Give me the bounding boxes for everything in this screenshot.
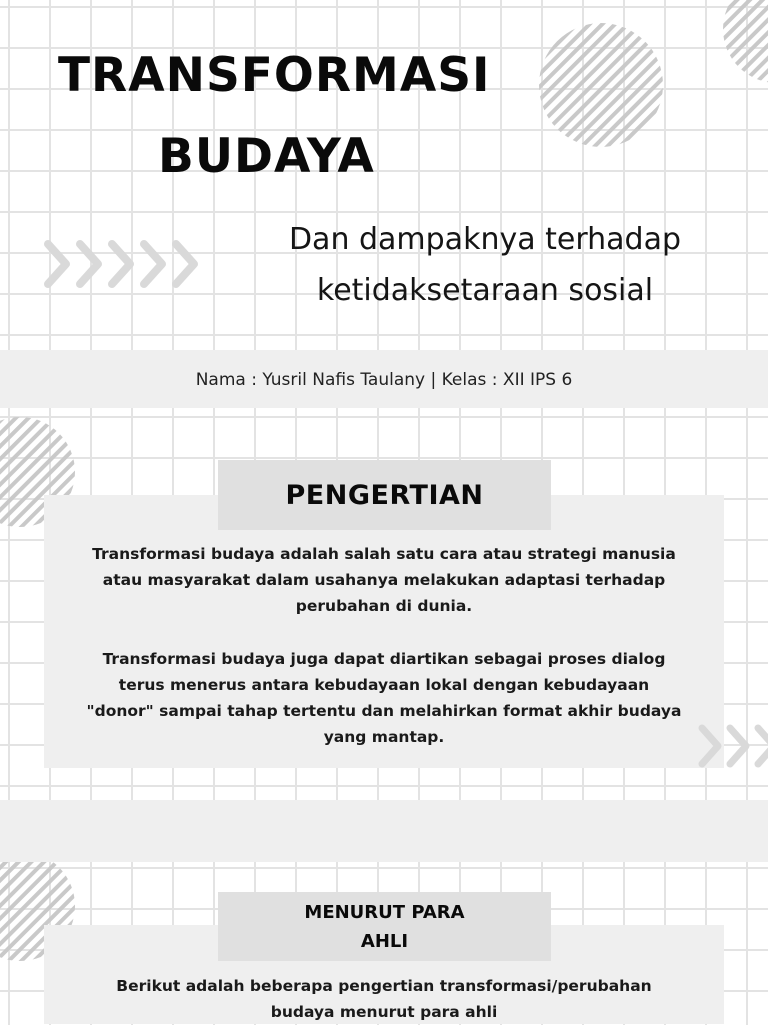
text-line: budaya menurut para ahli <box>270 1003 498 1021</box>
text-line: yang mantap. <box>323 728 445 746</box>
text-line: Transformasi budaya adalah salah satu cara atau strategi manusia <box>92 545 676 563</box>
definition-paragraph-2 <box>44 646 724 750</box>
subtitle-line1: Dan dampaknya terhadap <box>288 222 682 257</box>
section-heading-line2: AHLI <box>360 930 409 952</box>
chevron-right-icon <box>42 238 207 290</box>
section-heading-line1: MENURUT PARA <box>304 901 465 923</box>
definition-heading-box <box>218 460 551 530</box>
experts-intro <box>44 973 724 1025</box>
text-line: Transformasi budaya juga dapat diartikan sebagai proses dialog <box>102 650 666 668</box>
subtitle <box>230 214 740 316</box>
divider-band <box>0 800 768 862</box>
student-info: Nama : Yusril Nafis Taulany | Kelas : XII IPS 6 <box>195 370 573 390</box>
text-line: perubahan di dunia. <box>295 597 473 615</box>
striped-circle-icon <box>722 0 768 84</box>
text-line: atau masyarakat dalam usahanya melakukan adaptasi terhadap <box>102 571 666 589</box>
definition-paragraph-1 <box>44 541 724 619</box>
experts-heading-box <box>218 892 551 961</box>
section-heading: PENGERTIAN <box>285 479 484 511</box>
chevron-right-icon <box>696 722 768 770</box>
subtitle-line2: ketidaksetaraan sosial <box>316 273 654 308</box>
text-line: Berikut adalah beberapa pengertian transformasi/perubahan <box>116 977 652 995</box>
page-title-line2: BUDAYA <box>158 129 375 184</box>
text-line: terus menerus antara kebudayaan lokal dengan kebudayaan <box>118 676 650 694</box>
page-title-line1: TRANSFORMASI <box>58 48 491 103</box>
text-line: "donor" sampai tahap tertentu dan melahirkan format akhir budaya <box>86 702 682 720</box>
striped-circle-icon <box>538 22 664 148</box>
